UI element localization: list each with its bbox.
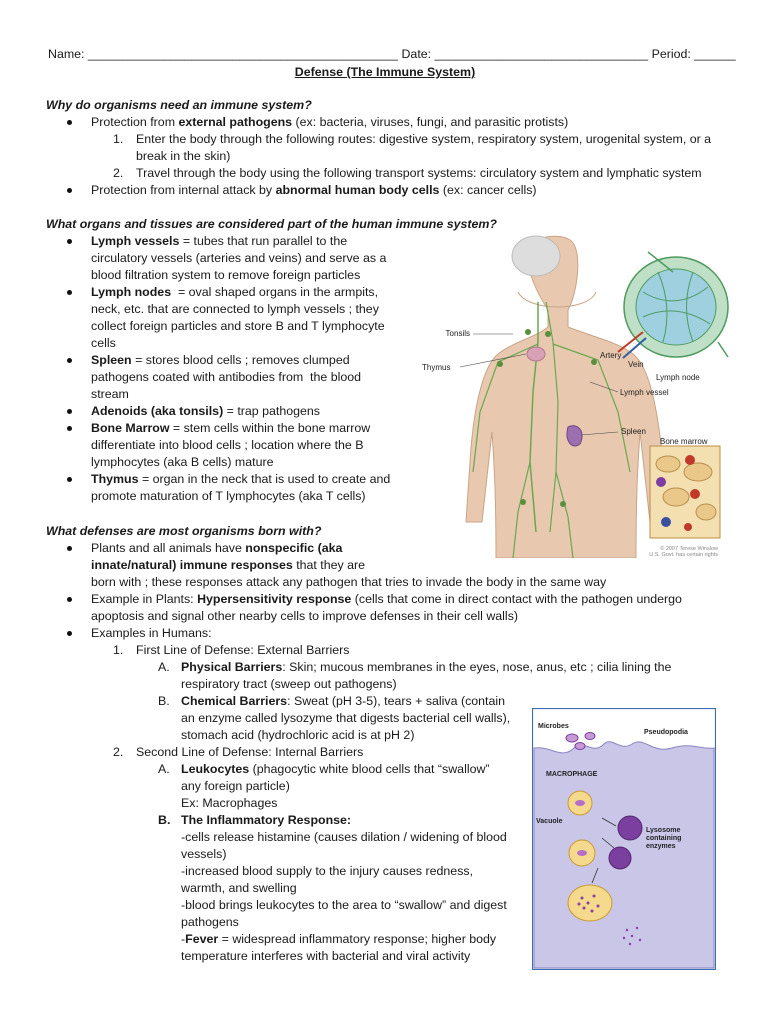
- lymph-nodes-cont: cells: [91, 336, 116, 350]
- bullet: [67, 239, 72, 244]
- bullet: [67, 120, 72, 125]
- bone-marrow-item: Bone Marrow = stem cells within the bone marrow: [91, 421, 371, 435]
- spleen-item: Spleen = stores blood cells ; removes clumped: [91, 353, 350, 367]
- bullet: [67, 631, 72, 636]
- name-date-period-line[interactable]: Name: _____________________________________________ Date: _______________________________ Period: ______: [48, 47, 736, 61]
- label-microbes: Microbes: [538, 723, 569, 730]
- bullet: [67, 358, 72, 363]
- inflammatory-line: vessels): [181, 847, 227, 861]
- label-artery: Artery: [600, 351, 622, 360]
- letter-a: A.: [158, 660, 170, 674]
- inflammatory-line: warmth, and swelling: [181, 881, 297, 895]
- label-lymph-vessel: Lymph vessel: [620, 388, 669, 397]
- letter-a: A.: [158, 762, 170, 776]
- inflammatory-line: pathogens: [181, 915, 239, 929]
- numbered-item-routes: Enter the body through the following routes: digestive system, respiratory system, urogenital system, or a: [136, 132, 712, 146]
- copyright-line-2: U.S. Govt. has certain rights: [649, 552, 718, 558]
- bullet: [67, 290, 72, 295]
- label-macrophage: MACROPHAGE: [546, 771, 598, 778]
- chemical-barriers-item: Chemical Barriers: Sweat (pH 3-5), tears + saliva (contain: [181, 694, 506, 708]
- inflammatory-line: -cells release histamine (causes dilation / widening of blood: [181, 830, 507, 844]
- letter-b: B.: [158, 694, 170, 708]
- lymph-vessels-cont: circulatory vessels (arteries and veins) and serve as a: [91, 251, 387, 265]
- lymph-node-inset: [618, 252, 728, 358]
- label-thymus: Thymus: [422, 363, 451, 372]
- humans-examples-item: Examples in Humans:: [91, 626, 212, 640]
- bullet: [67, 477, 72, 482]
- page-title: Defense (The Immune System): [294, 65, 476, 79]
- numbered-1-label: 1.: [113, 132, 124, 146]
- nonspecific-cont: born with ; these responses attack any pathogen that tries to invade the body in the same way: [91, 575, 607, 589]
- label-spleen: Spleen: [621, 427, 646, 436]
- fever-item: -Fever = widespread inflammatory response; higher body: [181, 932, 497, 946]
- thymus-cont: promote maturation of T lymphocytes (aka T cells): [91, 489, 366, 503]
- bullet: [67, 546, 72, 551]
- leukocytes-item: Leukocytes (phagocytic white blood cells that “swallow”: [181, 762, 490, 776]
- nonspecific-cont: innate/natural) immune responses that they are: [91, 558, 366, 572]
- adenoids-item: Adenoids (aka tonsils) = trap pathogens: [91, 404, 320, 418]
- question-organs: What organs and tissues are considered part of the human immune system?: [46, 217, 497, 231]
- chemical-barriers-cont: stomach acid (hydrochloric acid is at pH 2): [181, 728, 415, 742]
- spleen-cont: pathogens coated with antibodies from the blood: [91, 370, 362, 384]
- numbered-item-transport: Travel through the body using the following transport systems: circulatory system and lymphatic system: [136, 166, 702, 180]
- spleen-cont: stream: [91, 387, 129, 401]
- letter-b: B.: [158, 813, 171, 827]
- inflammatory-line: -blood brings leukocytes to the area to “swallow” and digest: [181, 898, 507, 912]
- label-lysosome-3: enzymes: [646, 843, 676, 850]
- label-pseudopodia: Pseudopodia: [644, 729, 688, 736]
- fever-cont: temperature interferes with bacterial and viral activity: [181, 949, 471, 963]
- inflammatory-line: -increased blood supply to the injury causes redness,: [181, 864, 474, 878]
- bullet: [67, 597, 72, 602]
- bone-marrow-cont: lymphocytes (aka B cells) mature: [91, 455, 274, 469]
- inflammatory-response-heading: The Inflammatory Response:: [181, 813, 352, 827]
- copyright-line-1: © 2007 Terese Winslow: [660, 546, 718, 552]
- second-line-defense: Second Line of Defense: Internal Barriers: [136, 745, 364, 759]
- lymph-nodes-cont: neck, etc. that are connected to lymph vessels ; they: [91, 302, 379, 316]
- numbered-item-routes-cont: break in the skin): [136, 149, 231, 163]
- lymph-nodes-cont: collect foreign particles and store B and T lymphocyte: [91, 319, 385, 333]
- label-vein: Vein: [628, 360, 644, 369]
- thymus-item: Thymus = organ in the neck that is used to create and: [91, 472, 391, 486]
- label-lymph-node: Lymph node: [656, 373, 700, 382]
- nonspecific-item: Plants and all animals have nonspecific (aka: [91, 541, 343, 555]
- bullet: [67, 188, 72, 193]
- bone-marrow-inset: [650, 446, 720, 538]
- question-why-immune: Why do organisms need an immune system?: [46, 98, 312, 112]
- second-line-number: 2.: [113, 745, 124, 759]
- lymph-nodes-item: Lymph nodes = oval shaped organs in the armpits,: [91, 285, 379, 299]
- label-tonsils: Tonsils: [445, 329, 470, 338]
- bullet: [67, 426, 72, 431]
- list-item-internal: Protection from internal attack by abnormal human body cells (ex: cancer cells): [91, 183, 537, 197]
- numbered-2-label: 2.: [113, 166, 124, 180]
- question-born-with: What defenses are most organisms born with?: [46, 524, 322, 538]
- chemical-barriers-cont: an enzyme called lysozyme that digests bacterial cell walls),: [181, 711, 511, 725]
- physical-barriers-item: Physical Barriers: Skin; mucous membranes in the eyes, nose, anus, etc ; cilia lining the: [181, 660, 672, 674]
- label-lysosome-2: containing: [646, 835, 682, 842]
- plants-example-cont: apoptosis and signal other nearby cells to improve defenses in their cell walls): [91, 609, 519, 623]
- label-lysosome: Lysosome: [646, 827, 681, 834]
- bullet: [67, 409, 72, 414]
- macrophage-figure: [532, 708, 716, 970]
- plants-example-item: Example in Plants: Hypersensitivity response (cells that come in direct contact with the pathogen undergo: [91, 592, 682, 606]
- first-line-defense: First Line of Defense: External Barriers: [136, 643, 350, 657]
- leukocytes-cont: any foreign particle): [181, 779, 290, 793]
- lymph-vessels-cont: blood filtration system to remove foreign particles: [91, 268, 361, 282]
- label-bone-marrow: Bone marrow: [660, 437, 708, 446]
- leukocytes-example: Ex: Macrophages: [181, 796, 278, 810]
- lymphatic-system-figure: [418, 232, 730, 558]
- label-vacuole: Vacuole: [536, 818, 563, 825]
- first-line-number: 1.: [113, 643, 124, 657]
- physical-barriers-cont: respiratory tract (sweep out pathogens): [181, 677, 397, 691]
- bone-marrow-cont: differentiate into blood cells ; location where the B: [91, 438, 364, 452]
- lymph-vessels-item: Lymph vessels = tubes that run parallel to the: [91, 234, 348, 248]
- list-item-external: Protection from external pathogens (ex: bacteria, viruses, fungi, and parasitic protists): [91, 115, 569, 129]
